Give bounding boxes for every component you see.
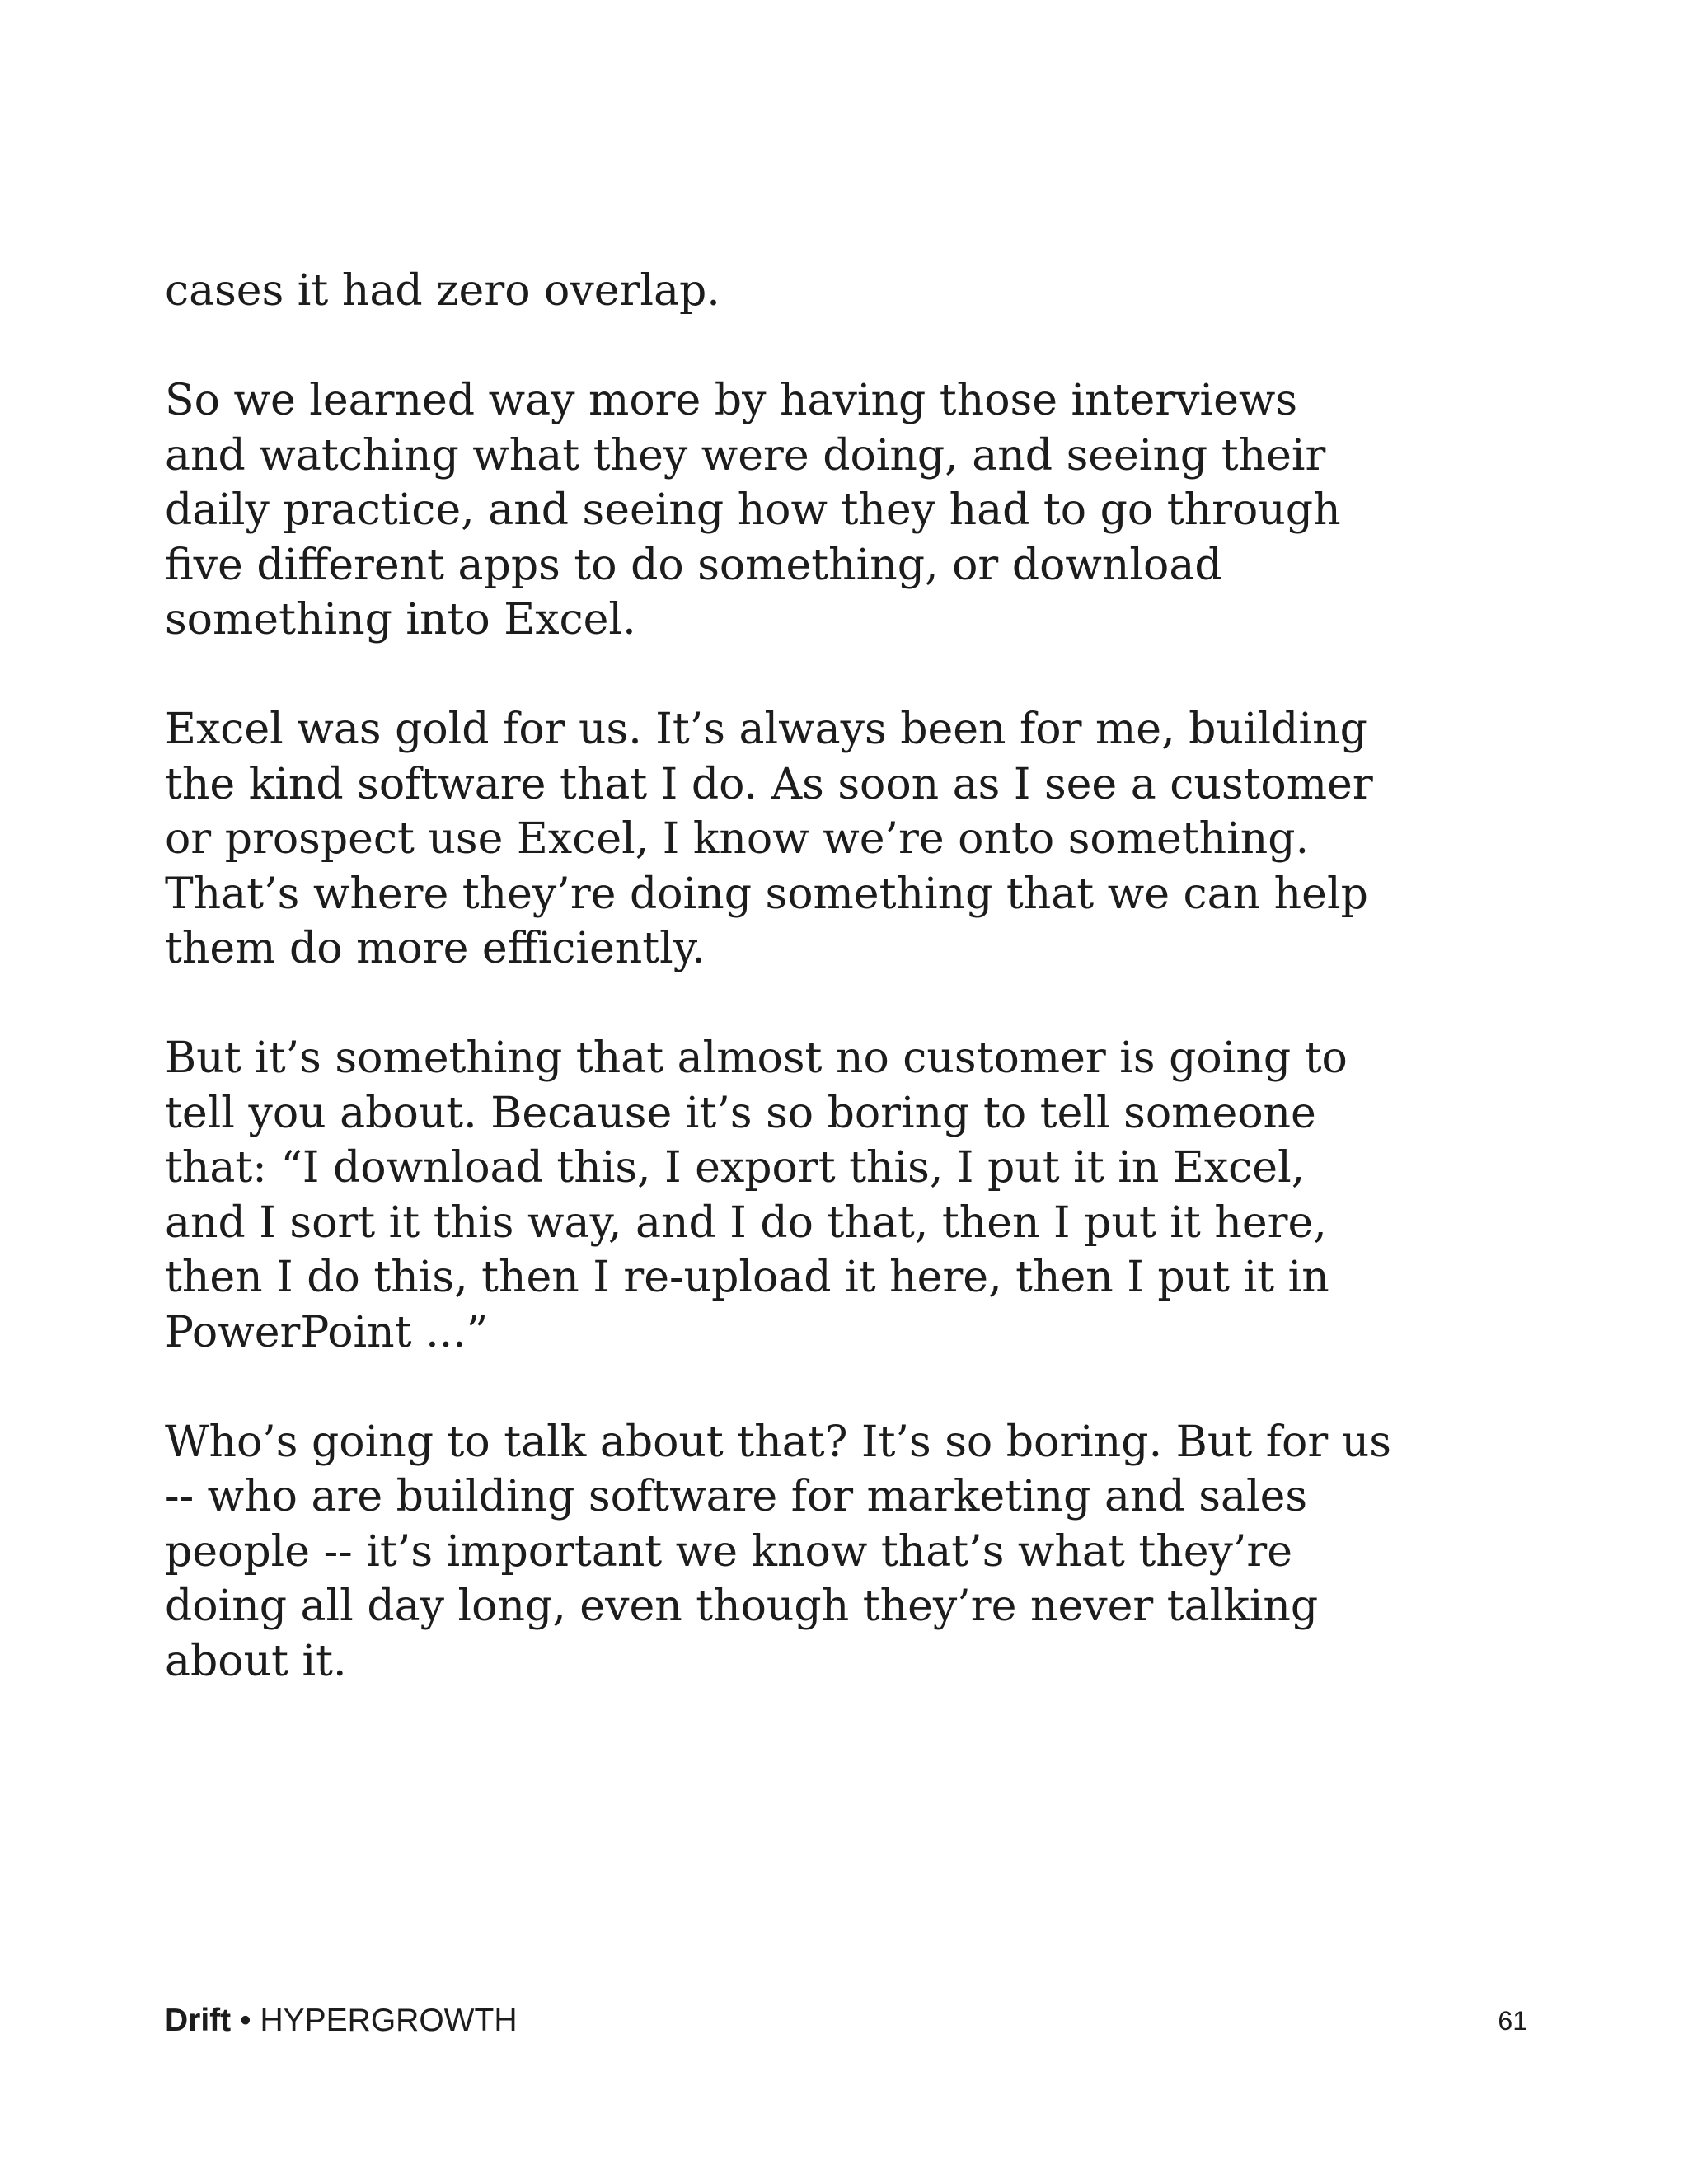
text-line: That’s where they’re doing something that we can help [165,869,1368,919]
text-line: -- who are building software for marketing and sales [165,1472,1308,1521]
text-line: Who’s going to talk about that? It’s so boring. But for us [165,1417,1391,1467]
text-line: and I sort it this way, and I do that, then I put it here, [165,1197,1327,1248]
footer-book-title: HYPERGROWTH [260,2003,518,2038]
text-line: them do more efficiently. [165,924,706,973]
text-line: But it’s something that almost no customer is going to [165,1033,1348,1083]
text-line: So we learned way more by having those interviews [165,376,1298,425]
text-line: cases it had zero overlap. [165,266,720,316]
text-line: Excel was gold for us. It’s always been for me, building [165,705,1367,754]
paragraph [165,1031,1348,1360]
text-line: something into Excel. [165,595,636,644]
text-line: daily practice, and seeing how they had to go through [165,485,1341,535]
text-line: or prospect use Excel, I know we’re onto something. [165,814,1310,864]
text-line: doing all day long, even though they’re never talking [165,1582,1319,1631]
text-line: PowerPoint ...” [165,1307,489,1357]
paragraph [165,373,1341,648]
text-line: and watching what they were doing, and seeing their [165,430,1326,480]
text-line: the kind software that I do. As soon as I see a customer [165,759,1373,809]
text-line: five different apps to do something, or download [165,540,1222,590]
paragraph [165,702,1373,977]
footer [165,2001,517,2041]
paragraph [165,264,1319,319]
text-line: tell you about. Because it’s so boring to tell someone [165,1088,1316,1138]
footer-brand: Drift [165,2003,232,2038]
text-line: that: “I download this, I export this, I put it in Excel, [165,1143,1306,1193]
text-line: people -- it’s important we know that’s what they’re [165,1526,1293,1577]
footer-separator: • [231,2003,260,2038]
text-line: about it. [165,1636,347,1686]
body-text [165,264,1391,1744]
paragraph [165,1415,1391,1690]
page-number: 61 [1498,2006,1527,2036]
text-line: then I do this, then I re-upload it here, then I put it in [165,1253,1329,1302]
